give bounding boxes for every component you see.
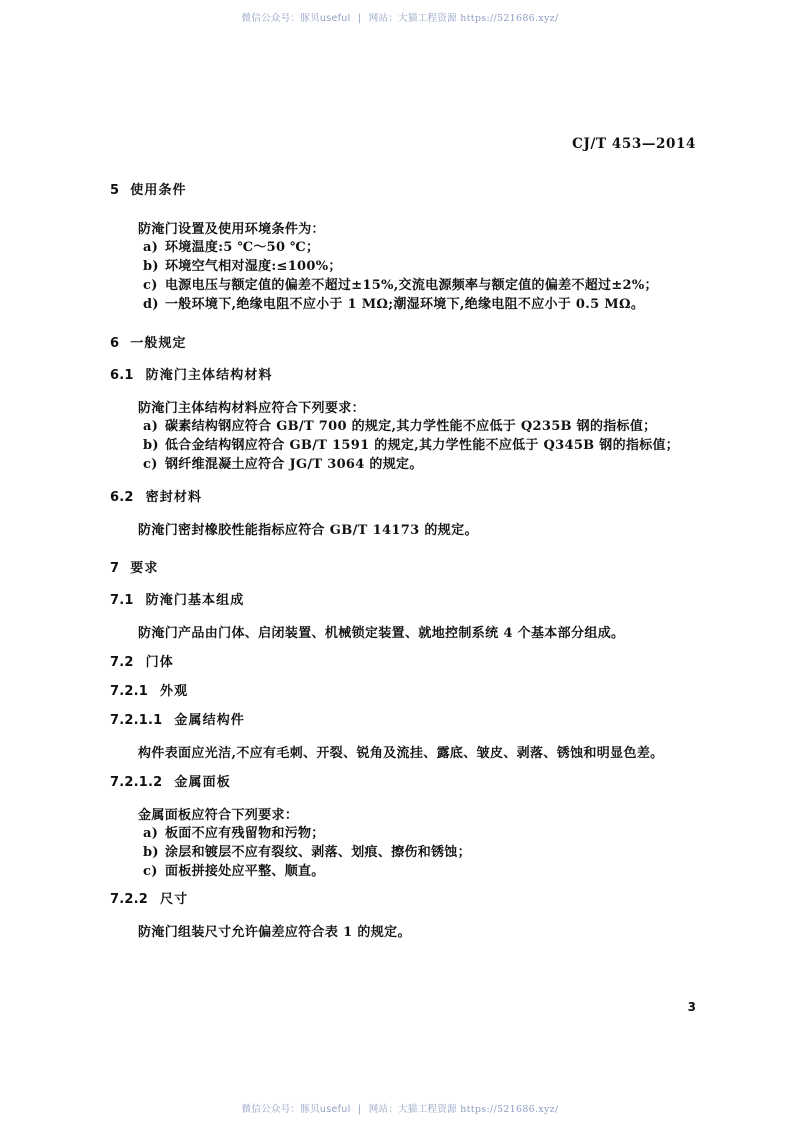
- list-marker: a): [143, 240, 159, 255]
- heading-7-2: [110, 655, 700, 671]
- heading-6-2: [110, 490, 700, 506]
- para-6-1-lead: 防淹门主体结构材料应符合下列要求：: [138, 401, 365, 416]
- list-marker: a): [143, 826, 159, 841]
- heading-6-2-number: 6.2: [110, 490, 134, 505]
- heading-7-2-2: [110, 892, 700, 908]
- list-text: 涂层和镀层不应有裂纹、剥落、划痕、擦伤和锈蚀；: [165, 845, 471, 860]
- heading-7-2-2-number: 7.2.2: [110, 892, 149, 907]
- heading-7-2-2-title: 尺寸: [160, 892, 189, 907]
- list-item: [110, 843, 700, 862]
- heading-5-title: 使用条件: [130, 183, 187, 198]
- heading-6-number: 6: [110, 336, 120, 351]
- list-text: 钢纤维混凝土应符合 JG/T 3064 的规定。: [165, 457, 423, 472]
- heading-6-1-title: 防淹门主体结构材料: [145, 368, 273, 383]
- heading-7-2-1-title: 外观: [160, 684, 189, 699]
- heading-7-1-title: 防淹门基本组成: [145, 593, 245, 608]
- para-7-2-1-2-lead: 金属面板应符合下列要求：: [138, 808, 299, 823]
- list-item: [110, 295, 700, 314]
- watermark-wechat-label: 微信公众号：豚贝useful: [241, 13, 351, 24]
- heading-7-title: 要求: [130, 561, 159, 576]
- list-marker: b): [143, 259, 159, 274]
- list-text: 环境空气相对湿度:≤100%；: [165, 259, 342, 274]
- heading-7-2-number: 7.2: [110, 655, 134, 670]
- list-5: [110, 238, 700, 314]
- heading-7-1-number: 7.1: [110, 593, 134, 608]
- list-text: 板面不应有残留物和污物；: [165, 826, 325, 841]
- list-item: [110, 417, 700, 436]
- watermark-separator: |: [357, 13, 362, 24]
- list-text: 环境温度:5 ℃～50 ℃；: [165, 240, 320, 255]
- list-item: [110, 455, 700, 474]
- list-6-1: [110, 417, 700, 474]
- heading-6-2-title: 密封材料: [145, 490, 203, 505]
- heading-7-2-title: 门体: [145, 655, 174, 670]
- heading-6-1-number: 6.1: [110, 368, 134, 383]
- list-item: [110, 824, 700, 843]
- para-5-lead: 防淹门设置及使用环境条件为：: [138, 222, 325, 237]
- list-marker: c): [143, 864, 158, 879]
- heading-7-1: [110, 593, 700, 609]
- watermark-site-label: 网站：大猫工程资源: [368, 1104, 457, 1115]
- document-body: [110, 183, 700, 941]
- list-item: [110, 436, 700, 455]
- list-text: 面板拼接处应平整、顺直。: [165, 864, 325, 879]
- heading-6-title: 一般规定: [130, 336, 187, 351]
- list-marker: a): [143, 419, 159, 434]
- heading-7-2-1-2-title: 金属面板: [174, 775, 231, 790]
- list-text: 电源电压与额定值的偏差不超过±15%,交流电源频率与额定值的偏差不超过±2%；: [165, 278, 658, 293]
- list-text: 低合金结构钢应符合 GB/T 1591 的规定,其力学性能不应低于 Q345B 钢的指标值；: [165, 438, 680, 453]
- watermark-url: https://521686.xyz/: [460, 1104, 559, 1115]
- page-number: 3: [687, 1000, 696, 1014]
- heading-5: [110, 183, 700, 199]
- list-item: [110, 238, 700, 257]
- heading-6-1: [110, 368, 700, 384]
- para-7-2-2-body: 防淹门组装尺寸允许偏差应符合表 1 的规定。: [138, 925, 411, 940]
- heading-7-2-1-2: [110, 775, 700, 791]
- watermark-url: https://521686.xyz/: [460, 13, 559, 24]
- watermark-site-label: 网站：大猫工程资源: [368, 13, 457, 24]
- heading-7-2-1-1-title: 金属结构件: [174, 713, 245, 728]
- list-marker: c): [143, 278, 158, 293]
- list-7-2-1-2: [110, 824, 700, 881]
- para-7-2-1-1-body: 构件表面应光洁,不应有毛刺、开裂、锐角及流挂、露底、皱皮、剥落、锈蚀和明显色差。: [138, 746, 664, 761]
- heading-7-2-1-1-number: 7.2.1.1: [110, 713, 163, 728]
- list-marker: c): [143, 457, 158, 472]
- heading-7-2-1-1: [110, 713, 700, 729]
- list-text: 碳素结构钢应符合 GB/T 700 的规定,其力学性能不应低于 Q235B 钢的指标值；: [165, 419, 657, 434]
- watermark-bottom: [0, 1101, 800, 1115]
- watermark-wechat-label: 微信公众号：豚贝useful: [241, 1104, 351, 1115]
- heading-7-2-1: [110, 684, 700, 700]
- heading-7-2-1-number: 7.2.1: [110, 684, 149, 699]
- watermark-top: [0, 10, 800, 24]
- list-marker: d): [143, 297, 159, 312]
- list-item: [110, 276, 700, 295]
- list-text: 一般环境下,绝缘电阻不应小于 1 MΩ;潮湿环境下,绝缘电阻不应小于 0.5 MΩ。: [165, 297, 645, 312]
- para-6-2-body: 防淹门密封橡胶性能指标应符合 GB/T 14173 的规定。: [138, 523, 478, 538]
- heading-5-number: 5: [110, 183, 120, 198]
- heading-7: [110, 561, 700, 577]
- heading-6: [110, 336, 700, 352]
- heading-7-2-1-2-number: 7.2.1.2: [110, 775, 163, 790]
- heading-7-number: 7: [110, 561, 120, 576]
- list-item: [110, 862, 700, 881]
- standard-code-header: CJ/T 453—2014: [572, 136, 696, 152]
- list-marker: b): [143, 438, 159, 453]
- watermark-separator: |: [357, 1104, 362, 1115]
- list-item: [110, 257, 700, 276]
- para-7-1-body: 防淹门产品由门体、启闭装置、机械锁定装置、就地控制系统 4 个基本部分组成。: [138, 626, 625, 641]
- list-marker: b): [143, 845, 159, 860]
